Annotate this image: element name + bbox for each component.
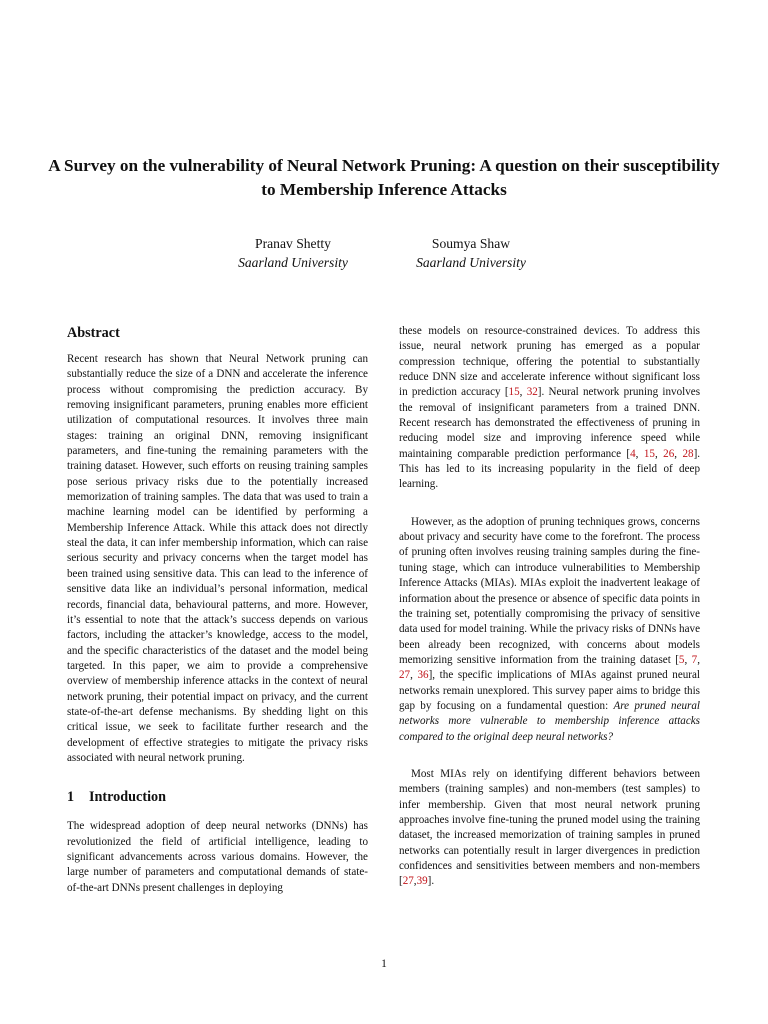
section-title: Introduction [89,789,166,806]
intro-paragraph-2: these models on resource-constrained devices. To address this issue, neural network pruning has emerged as a popular compression technique, offering the potential to substantially reduce DNN size and accelerate inference without significant loss in prediction accuracy [15, 32]. Neural network pruning involves the removal of insignificant parameters from a trained DNN. Recent research has demonstrated the effectiveness of pruning in reducing model size and improving inference speed while maintaining comparable prediction performance [4, 15, 26, 28]. This has led to its increasing popularity in the field of deep learning. [399,325,701,491]
citation-link[interactable]: 5 [678,653,685,666]
author-2 [386,234,556,272]
intro-paragraph-3: However, as the adoption of pruning techniques grows, concerns about privacy and security have come to the forefront. The process of pruning often involves reusing training samples during the fine-tuning stage, which can introduce vulnerabilities to Membership Inference Attacks (MIAs). MIAs exploit the inadvertent leakage of information about the presence or absence of specific data points in the training set, potentially compromising the privacy of sensitive data used for model training. While the privacy risks of DNNs have been already been recognized, with concerns about models memorizing sensitive information from the training dataset [5, 7, 27, 36], the specific implications of MIAs against pruned neural networks remain unexplored. This survey paper aims to bridge this gap by focusing on a fundamental question: Are pruned neural networks more vulnerable to membership inference attacks compared to the original deep neural networks? [399,515,701,743]
citation-link[interactable]: 27 [402,875,414,888]
citation-link[interactable]: 32 [526,386,538,399]
section-number: 1 [67,789,75,806]
introduction-heading [67,788,368,806]
paper-title: A Survey on the vulnerability of Neural Network Pruning: A question on their susceptibility to Membership Inference Attacks [48,156,720,199]
citation-link[interactable]: 36 [417,669,429,682]
citation-link[interactable]: 39 [416,875,428,888]
abstract-heading: Abstract [67,325,120,341]
intro-paragraph-1: The widespread adoption of deep neural networks (DNNs) has revolutionized the field of artificial intelligence, leading to significant advancements across various domains. However, the large number of parameters and computational demands of state-of-the-art DNNs present challenges in deploying [67,820,368,894]
abstract-text: Recent research has shown that Neural Network pruning can substantially reduce the size of a DNN and accelerate the inference process without compromising the prediction accuracy. By removing insignificant parameters, pruning enables more efficient utilization of computational resources. It involves three main stages: training an original DNN, removing insignificant parameters, and fine-tuning the remaining parameters with the training dataset. However, such efforts on reusing training samples pose serious privacy risks due to the potentially increased memorization of training samples. The data that was used to train a machine learning model can be identified by performing a Membership Inference Attack. While this attack does not directly steal the data, it can infer membership information, which can raise serious security and privacy concerns when the target model has been trained using sensitive data. This can lead to the inference of sensitive data like an individual’s personal information, medical records, financial data, behavioural patterns, and more. However, it’s essential to note that the attack’s success depends on various factors, including the attacker’s knowledge, access to the model, and the specific characteristics of the dataset and the model being targeted. In this paper, we aim to provide a comprehensive overview of membership inference attacks in the context of neural network pruning, their potential impact on privacy, and the current state-of-the-art defense mechanisms. By shedding light on this critical issue, we seek to facilitate further research and the development of effective strategies to mitigate the privacy risks associated with neural network pruning. [67,353,368,764]
left-column [67,324,368,896]
author-1-affiliation: Saarland University [238,255,348,270]
citation-link[interactable]: 7 [691,653,698,666]
author-1-name: Pranav Shetty [255,236,331,251]
right-column [399,324,700,890]
author-2-affiliation: Saarland University [416,255,526,270]
citation-link[interactable]: 15 [508,386,520,399]
author-2-name: Soumya Shaw [431,236,511,251]
research-question: Are pruned neural networks more vulnerable to membership inference attacks compared to the original deep neural networks? [399,699,701,743]
citation-link[interactable]: 4 [630,447,636,460]
citation-link[interactable]: 27 [399,669,411,682]
citation-link[interactable]: 26 [663,447,675,460]
citation-link[interactable]: 15 [643,447,655,460]
page-number: 1 [381,958,387,970]
citation-link[interactable]: 28 [682,447,694,460]
intro-paragraph-4: Most MIAs rely on identifying different behaviors between members (training samples) and non-members (test samples) to infer membership. Given that most neural network pruning approaches involve fine-tuning the pruned model using the training dataset, the increased memorization of training samples in pruned networks can potentially result in larger divergences in prediction confidences and sensitivities between members and non-members [27,39]. [399,767,700,888]
author-1 [208,234,378,272]
